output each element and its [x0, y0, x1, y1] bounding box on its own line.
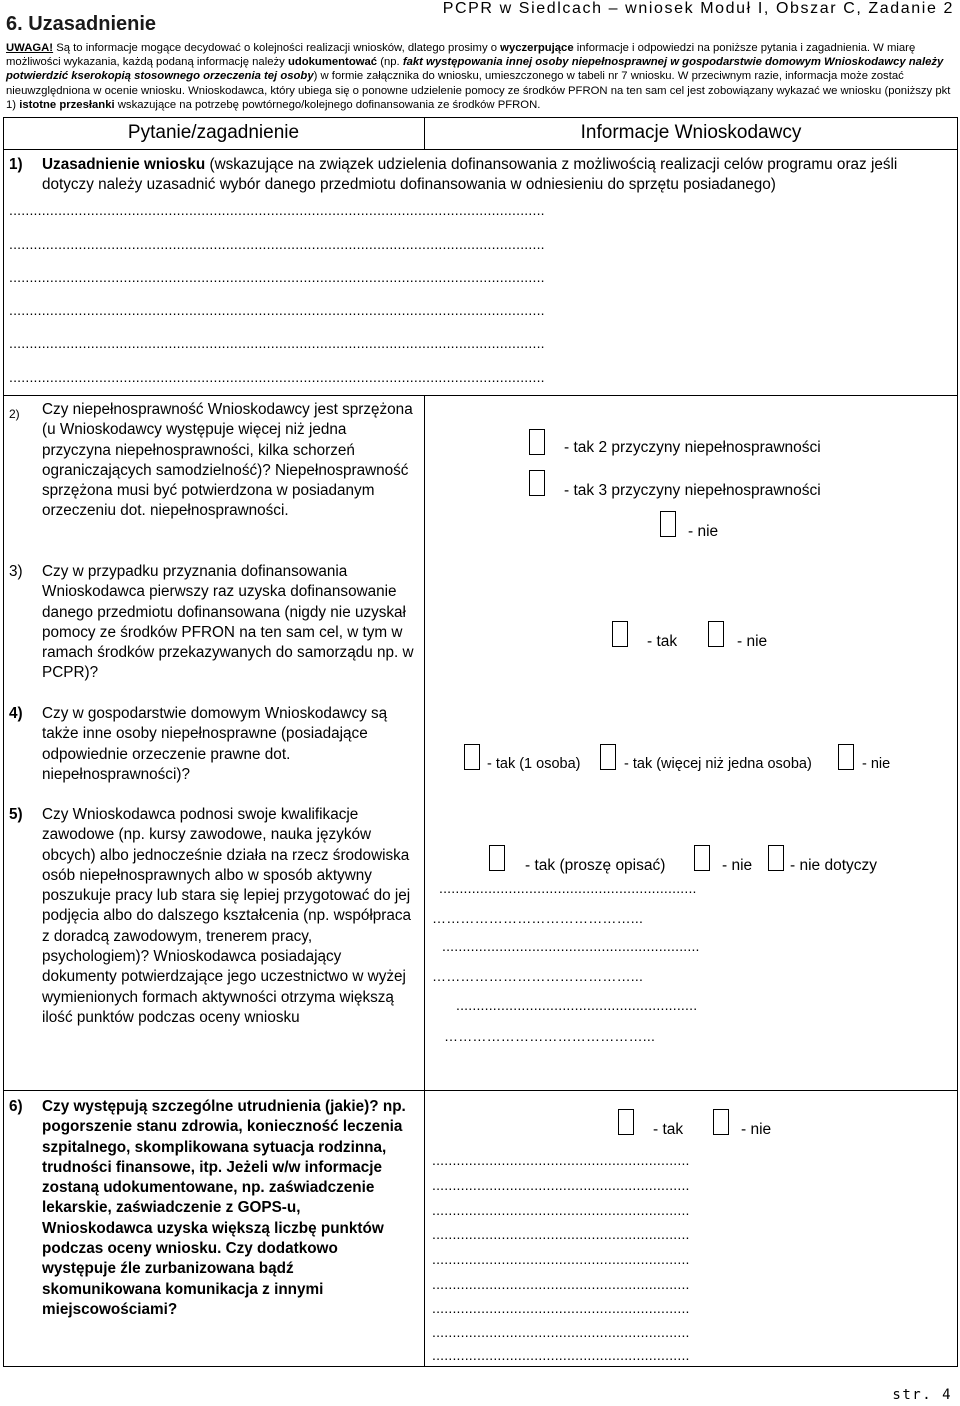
option-label: - tak 2 przyczyny niepełnosprawności [564, 439, 821, 456]
checkbox-q4-tak-more[interactable] [600, 744, 616, 770]
answer-line[interactable]: ............................................................... [432, 1177, 690, 1193]
question-number: 6) [9, 1098, 23, 1115]
question-number: 1) [9, 156, 23, 173]
question-1-title: Uzasadnienie wniosku [42, 156, 206, 173]
column-divider [424, 395, 425, 1367]
checkbox-q5-nie[interactable] [694, 845, 710, 871]
option-label: - nie [862, 756, 891, 772]
notice-text-3: (np. [377, 56, 403, 69]
notice-bold-italic: fakt występowania innej osoby niepełnosprawnej w gospodarstwie domowym Wnioskodawcy należy potwierdzić kserokopią stosownego orzeczenia tej osoby [6, 56, 944, 83]
answer-line[interactable]: ............................................................... [432, 1324, 690, 1340]
question-1-text: (wskazujące na związek udzielenia dofinansowania z możliwością realizacji celów programu oraz jeśli dotyczy należy uzasadnić wybór danego przedmiotu dofinansowania w odniesieniu do sprzętu posiadanego) [42, 156, 898, 194]
question-2 [9, 400, 414, 522]
notice-text-5: wskazujące na potrzebę powtórnego/kolejnego dofinansowania ze środków PFRON. [114, 98, 541, 111]
answer-line[interactable]: ................................................................................................................................... [9, 369, 545, 385]
question-4 [9, 704, 414, 785]
answer-line[interactable]: ............................................................... [439, 880, 697, 896]
notice-label: UWAGA! [6, 42, 54, 54]
question-number: 5) [9, 806, 23, 823]
answer-line[interactable]: ............................................................... [432, 1251, 690, 1267]
notice-bold-3: istotne przesłanki [19, 98, 115, 111]
answer-line[interactable]: ……………………………………... [432, 968, 644, 984]
checkbox-q2-tak-3[interactable] [529, 470, 545, 496]
checkbox-q2-nie[interactable] [660, 511, 676, 537]
question-4-text: Czy w gospodarstwie domowym Wnioskodawcy są także inne osoby niepełnosprawne (posiadające odpowiednie orzeczenie prawne dot. niepełnosprawności)? [42, 705, 388, 783]
checkbox-q2-tak-2[interactable] [529, 429, 545, 455]
table-divider [3, 395, 958, 396]
option-label: - nie [741, 1121, 772, 1138]
option-label: - tak (1 osoba) [487, 756, 581, 772]
checkbox-q6-nie[interactable] [713, 1109, 729, 1135]
answer-line[interactable]: ............................................................... [432, 1347, 690, 1363]
notice-bold-2: udokumentować [287, 56, 378, 69]
column-header-info: Informacje Wnioskodawcy [580, 122, 802, 143]
notice-text-2: informacje i odpowiedzi na poniższe pytania i zagadnienia. W miarę możliwości wykazania, każdą podaną informację należy [6, 42, 916, 69]
question-3-text: Czy w przypadku przyznania dofinansowania Wnioskodawca pierwszy raz uzyska dofinansowanie danego przedmiotu dofinansowana (nigdy nie uzyskał pomocy ze środków PFRON na ten sam cel, w tym w ramach środków przekazywanych do samorządu np. w PCPR)? [42, 563, 414, 682]
answer-line[interactable]: ............................................................... [432, 1202, 690, 1218]
checkbox-q4-nie[interactable] [838, 744, 854, 770]
checkbox-q6-tak[interactable] [618, 1109, 634, 1135]
question-6 [9, 1097, 414, 1320]
question-number: 3) [9, 563, 23, 580]
checkbox-q3-nie[interactable] [708, 621, 724, 647]
answer-line[interactable]: ................................................................................................................................... [9, 335, 545, 351]
question-6-text: Czy występują szczególne utrudnienia (jakie)? np. pogorszenie stanu zdrowia, konieczność leczenia szpitalnego, skomplikowana sytuacja rodzinna, trudności finansowe, itp. Jeżeli w/w informacje zostaną udokumentowane, np. zaświadczenie lekarskie, zaświadczenie z GOPS-u, Wnioskodawca uzyska większą liczbę punktów podczas oceny wniosku. Czy dodatkowo występuje źle zurbanizowana bądź skomunikowana komunikacja z innymi miejscowościami? [42, 1098, 406, 1318]
question-5-text: Czy Wnioskodawca podnosi swoje kwalifikacje zawodowe (np. kursy zawodowe, nauka języków obcych) albo jednocześnie działa na rzecz środowiska osób niepełnosprawnych albo w sposób aktywny poszukuje pracy lub stara się lepiej przygotować do jej podjęcia albo do dalszego kształcenia (np. współpraca z doradcą zawodowym, trenerem pracy, psychologiem)? Wnioskodawca posiadający dokumenty potwierdzające jego uczestnictwo w wyżej wymienionych formach aktywności otrzyma większą ilość punktów podczas oceny wniosku [42, 806, 412, 1026]
question-3 [9, 562, 414, 684]
answer-line[interactable]: ................................................................................................................................... [9, 202, 545, 218]
answer-line[interactable]: ............................................................... [432, 1152, 690, 1168]
question-5 [9, 805, 414, 1028]
option-label: - tak (więcej niż jedna osoba) [624, 756, 812, 772]
answer-line[interactable]: ................................................................................................................................... [9, 236, 545, 252]
running-title: PCPR w Siedlcach – wniosek Moduł I, Obszar C, Zadanie 2 [442, 0, 954, 17]
option-label: - tak [653, 1121, 684, 1138]
checkbox-q5-tak[interactable] [489, 845, 505, 871]
notice-text-4: ) w formie załącznika do wniosku, umieszczonego w tabeli nr 7 wniosku. W przeciwnym razie, informacja może zostać nieuwzględniona w ocenie wniosku. Wnioskodawca, który ubiega się o ponowne udzielenie pomocy ze środków PFRON na ten sam cel jest zobowiązany wykazać we wniosku (poniższy pkt 1) [6, 70, 951, 111]
answer-line[interactable]: ................................................................................................................................... [9, 269, 545, 285]
option-label: - nie [688, 523, 719, 540]
page-number: str. 4 [892, 1387, 952, 1403]
answer-line[interactable]: ........................................................... [456, 997, 698, 1013]
section-title: 6. Uzasadnienie [6, 13, 157, 35]
question-number: 2) [9, 407, 20, 421]
question-2-text: Czy niepełnosprawność Wnioskodawcy jest sprzężona (u Wnioskodawcy występuje więcej niż jedna przyczyna niepełnosprawności, kilka schorzeń ograniczających samodzielność)? Niepełnosprawność sprzężona musi być potwierdzona w posiadanym orzeczeniu dot. niepełnosprawności. [42, 401, 413, 520]
option-label: - tak [647, 633, 678, 650]
table-divider [3, 149, 958, 150]
table-divider [3, 1090, 958, 1091]
answer-line[interactable]: ............................................................... [432, 1226, 690, 1242]
question-number: 4) [9, 705, 23, 722]
notice-paragraph [6, 41, 956, 112]
answer-line[interactable]: ............................................................... [432, 1276, 690, 1292]
answer-line[interactable]: ............................................................... [432, 1300, 690, 1316]
option-label: - nie [722, 857, 753, 874]
checkbox-q3-tak[interactable] [612, 621, 628, 647]
answer-line[interactable]: ............................................................... [442, 938, 700, 954]
notice-bold-1: wyczerpujące [500, 42, 574, 54]
option-label: - nie dotyczy [790, 857, 878, 874]
checkbox-q4-tak-1[interactable] [464, 744, 480, 770]
answer-line[interactable]: ................................................................................................................................... [9, 302, 545, 318]
answer-line[interactable]: ……………………………………... [432, 910, 644, 926]
option-label: - nie [737, 633, 768, 650]
column-header-question: Pytanie/zagadnienie [127, 122, 300, 143]
option-label: - tak 3 przyczyny niepełnosprawności [564, 482, 821, 499]
notice-text-1: Są to informacje mogące decydować o kolejności realizacji wniosków, dlatego prosimy o [53, 42, 501, 54]
option-label: - tak (proszę opisać) [525, 857, 666, 874]
question-1 [9, 155, 949, 196]
answer-line[interactable]: ……………………………………... [444, 1028, 656, 1044]
checkbox-q5-nie-dotyczy[interactable] [768, 845, 784, 871]
